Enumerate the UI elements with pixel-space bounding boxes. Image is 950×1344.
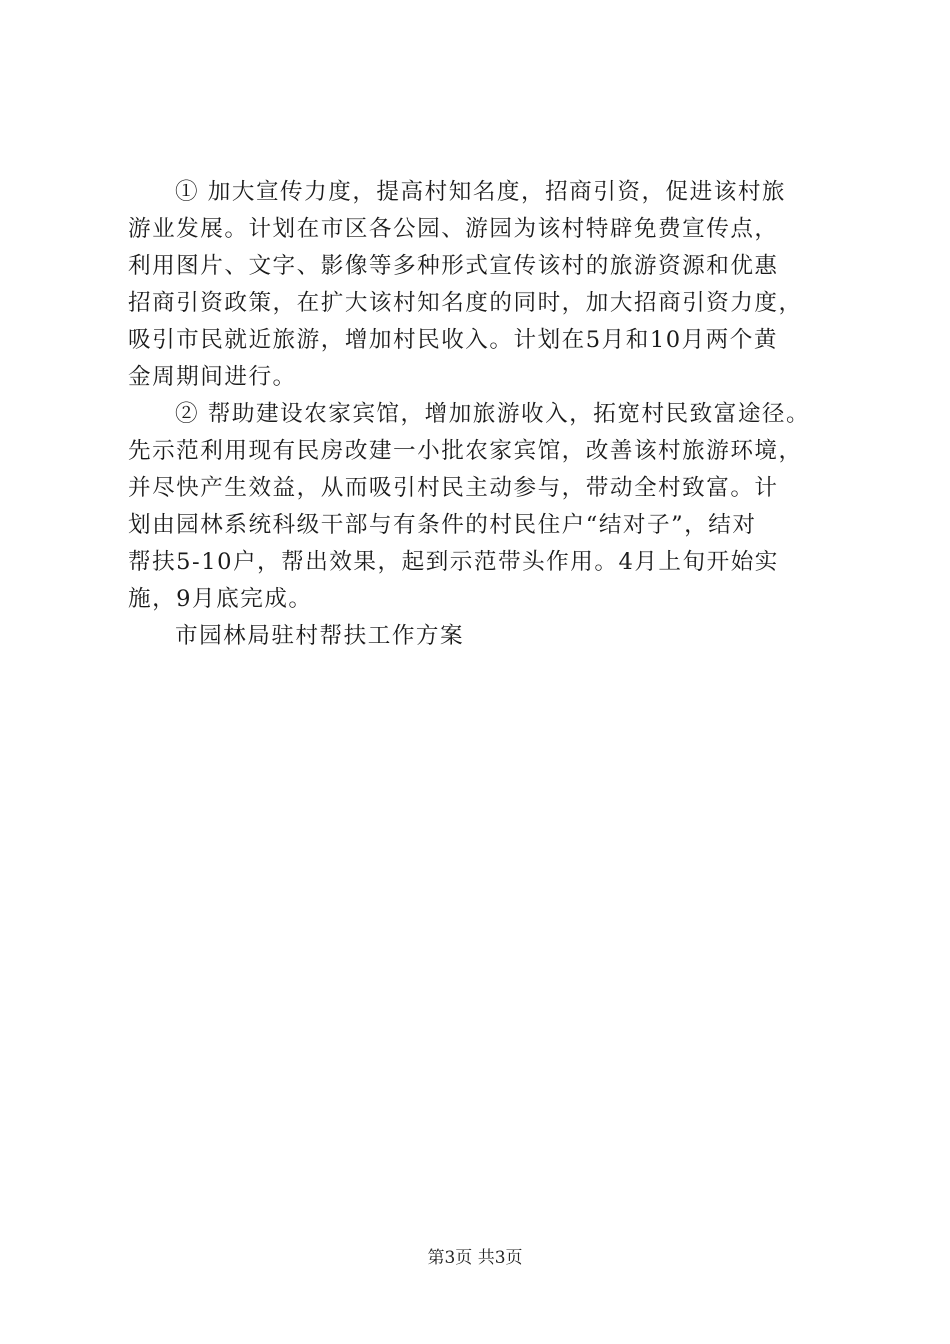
paragraph-1-line-6: 金周期间进行。: [128, 364, 297, 390]
paragraph-1-line-4: 招商引资政策，在扩大该村知名度的同时，加大招商引资力度，: [128, 290, 803, 316]
paragraph-2-line-5: 帮扶5-10户，帮出效果，起到示范带头作用。4月上旬开始实: [128, 549, 779, 575]
page-footer: 第3页 共3页: [427, 1248, 523, 1268]
paragraph-1-line-3: 利用图片、文字、影像等多种形式宣传该村的旅游资源和优惠: [128, 253, 779, 279]
paragraph-2-line-4: 划由园林系统科级干部与有条件的村民住户“结对子”，结对: [128, 512, 757, 538]
paragraph-1-line-2: 游业发展。计划在市区各公园、游园为该村特辟免费宣传点，: [128, 216, 779, 242]
document-body: [128, 174, 828, 655]
paragraph-1-line-1: ① 加大宣传力度，提高村知名度，招商引资，促进该村旅: [175, 179, 787, 205]
document-closing-title: 市园林局驻村帮扶工作方案: [175, 623, 465, 649]
paragraph-2-line-6: 施，9月底完成。: [128, 586, 313, 612]
paragraph-1-line-5: 吸引市民就近旅游，增加村民收入。计划在5月和10月两个黄: [128, 327, 778, 353]
paragraph-2-line-1: ② 帮助建设农家宾馆，增加旅游收入，拓宽村民致富途径。: [175, 401, 811, 427]
paragraph-2-line-3: 并尽快产生效益，从而吸引村民主动参与，带动全村致富。计: [128, 475, 779, 501]
paragraph-2-line-2: 先示范利用现有民房改建一小批农家宾馆，改善该村旅游环境，: [128, 438, 803, 464]
